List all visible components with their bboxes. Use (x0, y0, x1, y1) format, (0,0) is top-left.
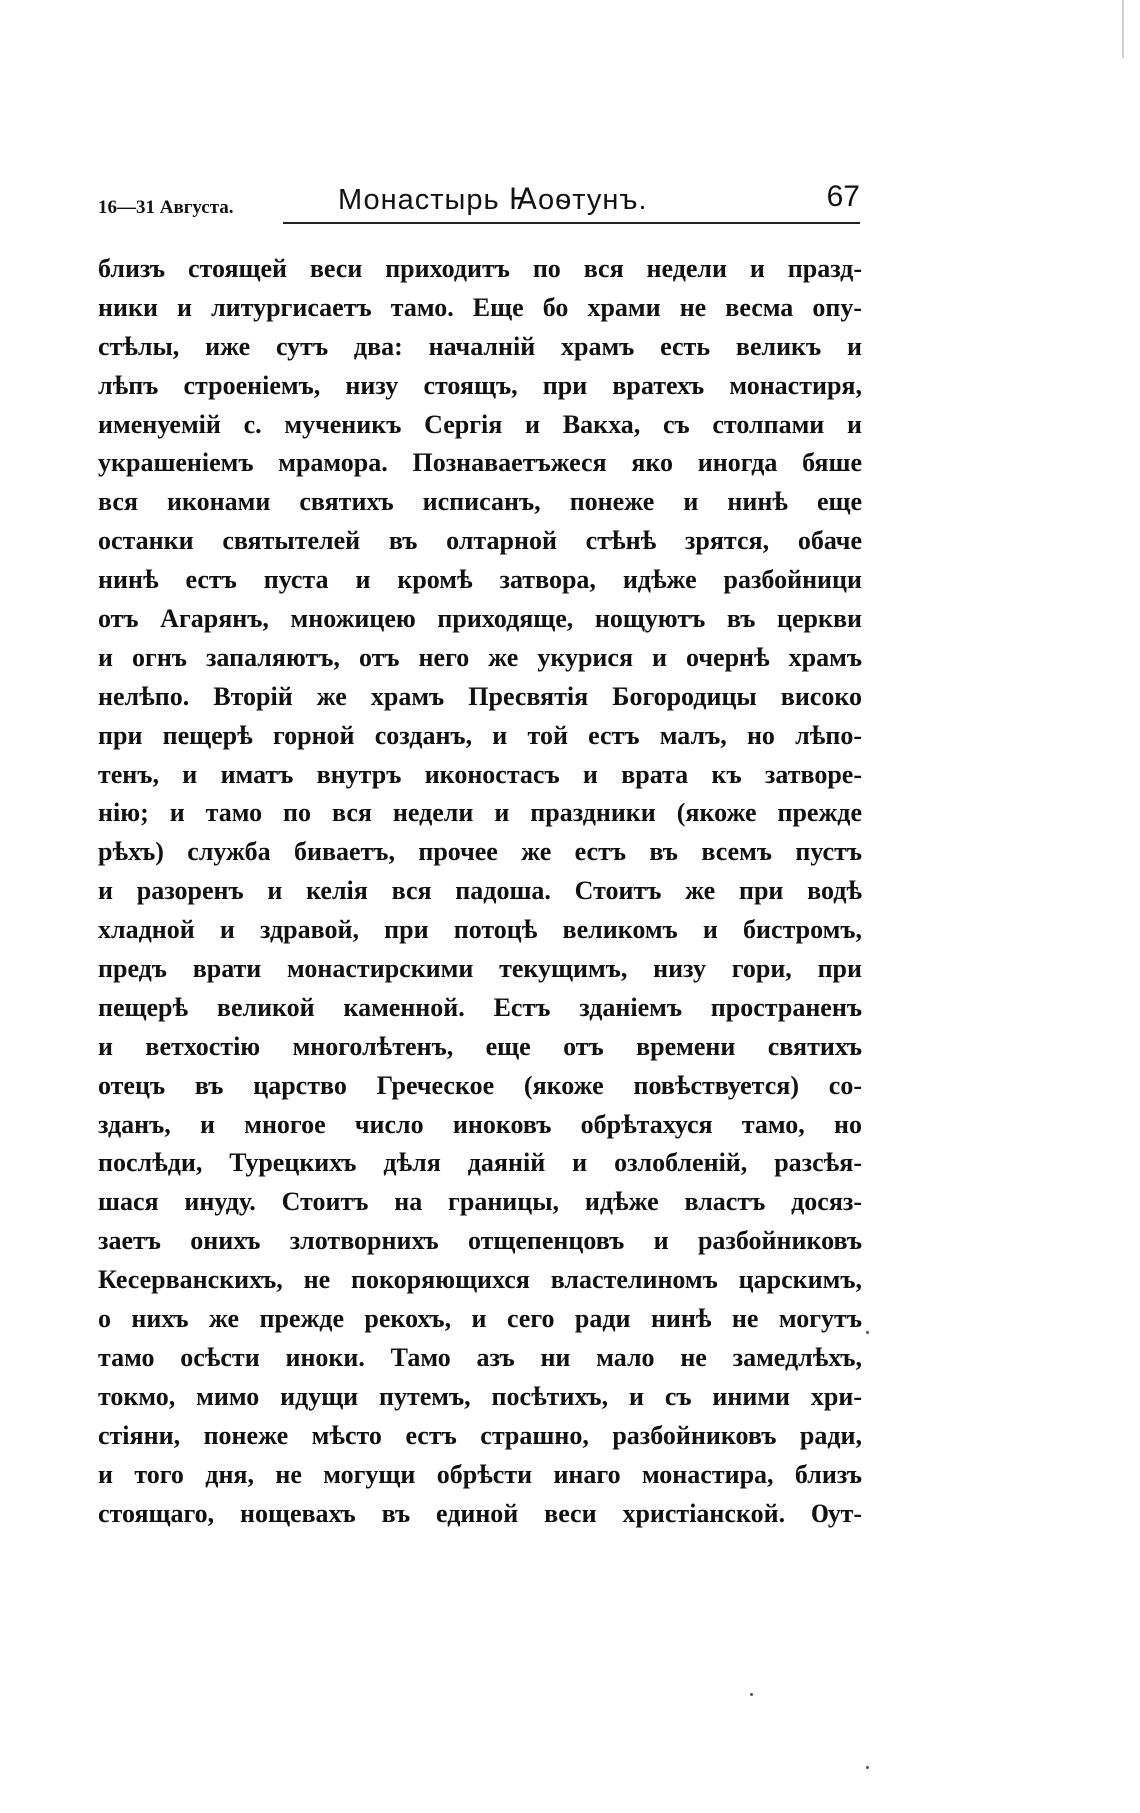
text-line: при пещерѣ горной созданъ, и той естъ малъ, но лѣпо- (98, 720, 862, 750)
text-line: и огнъ запаляютъ, отъ него же укурися и очернѣ храмъ (98, 642, 862, 672)
text-line: украшенiемъ мрамора. Познаваетъжеся яко иногда бяше (98, 448, 862, 478)
ink-speck (866, 1766, 869, 1769)
running-header (98, 180, 862, 230)
text-line: именуемiй с. мученикъ Сергiя и Вакха, съ столпами и (98, 409, 862, 439)
ink-speck (866, 1331, 869, 1334)
text-line: тамо осѣсти иноки. Тамо азъ ни мало не замедлѣхъ, (98, 1342, 862, 1372)
page-edge-mark (1122, 0, 1124, 58)
text-line: о нихъ же прежде рекохъ, и сего ради нинѣ не могутъ (98, 1304, 862, 1334)
text-line: хладной и здравой, при потоцѣ великомъ и бистромъ, (98, 915, 862, 945)
text-line: послѣди, Турецкихъ дѣля даянiй и озлобленiй, разсѣя- (98, 1148, 862, 1178)
header-rule (283, 222, 860, 224)
header-date-range: 16—31 Августа. (98, 197, 234, 218)
text-line: предъ врати монастирскими текущимъ, низу гори, при (98, 954, 862, 984)
body-text (98, 250, 862, 1533)
text-line: и ветхостiю многолѣтенъ, еще отъ времени святихъ (98, 1031, 862, 1061)
text-line: и того дня, не могущи обрѣсти инаго монастира, близъ (98, 1459, 862, 1489)
text-line: стоящаго, нощевахъ въ единой веси христiанской. Ѹт- (98, 1498, 862, 1528)
text-line: лѣпъ строенiемъ, низу стоящъ, при вратехъ монастиря, (98, 370, 862, 400)
text-line: заетъ онихъ злотворнихъ отщепенцовъ и разбойниковъ (98, 1226, 862, 1256)
header-title: Монастырь Ꙗоѳтунъ. (338, 184, 648, 216)
text-line: отецъ въ царство Греческое (якоже повѣствуется) со- (98, 1070, 862, 1100)
text-line: зданъ, и многое число иноковъ обрѣтахуся тамо, но (98, 1109, 862, 1139)
page-number: 67 (826, 180, 860, 213)
text-line: нинѣ естъ пуста и кромѣ затвора, идѣже разбойници (98, 565, 862, 595)
text-line: отъ Агарянъ, множицею приходяще, нощуютъ въ церкви (98, 604, 862, 634)
text-line: и разоренъ и келiя вся падоша. Стоитъ же при водѣ (98, 876, 862, 906)
text-line: тенъ, и иматъ внутръ иконостасъ и врата къ затворе- (98, 759, 862, 789)
text-line: шася инуду. Стоитъ на границы, идѣже властъ досяз- (98, 1187, 862, 1217)
text-line: токмо, мимо идущи путемъ, посѣтихъ, и съ иними хри- (98, 1381, 862, 1411)
text-line: останки святытелей въ олтарной стѣнѣ зрятся, обаче (98, 526, 862, 556)
ink-speck (750, 1693, 753, 1696)
text-line: пещерѣ великой каменной. Естъ зданiемъ пространенъ (98, 992, 862, 1022)
text-line: стѣлы, иже сутъ два: началнiй храмъ есть великъ и (98, 331, 862, 361)
text-line: вся иконами святихъ исписанъ, понеже и нинѣ еще (98, 487, 862, 517)
text-line: ники и литургисаетъ тамо. Еще бо храми не весма опу- (98, 292, 862, 322)
text-line: Кесерванскихъ, не покоряющихся властелиномъ царскимъ, (98, 1265, 862, 1295)
text-line: стiяни, понеже мѣсто естъ страшно, разбойниковъ ради, (98, 1420, 862, 1450)
text-line: нiю; и тамо по вся недели и праздники (якоже прежде (98, 798, 862, 828)
text-line: нелѣпо. Вторiй же храмъ Пресвятiя Богородицы високо (98, 681, 862, 711)
text-line: близъ стоящей веси приходитъ по вся недели и празд- (98, 254, 862, 283)
text-line: рѣхъ) служба биваетъ, прочее же естъ въ всемъ пустъ (98, 837, 862, 867)
